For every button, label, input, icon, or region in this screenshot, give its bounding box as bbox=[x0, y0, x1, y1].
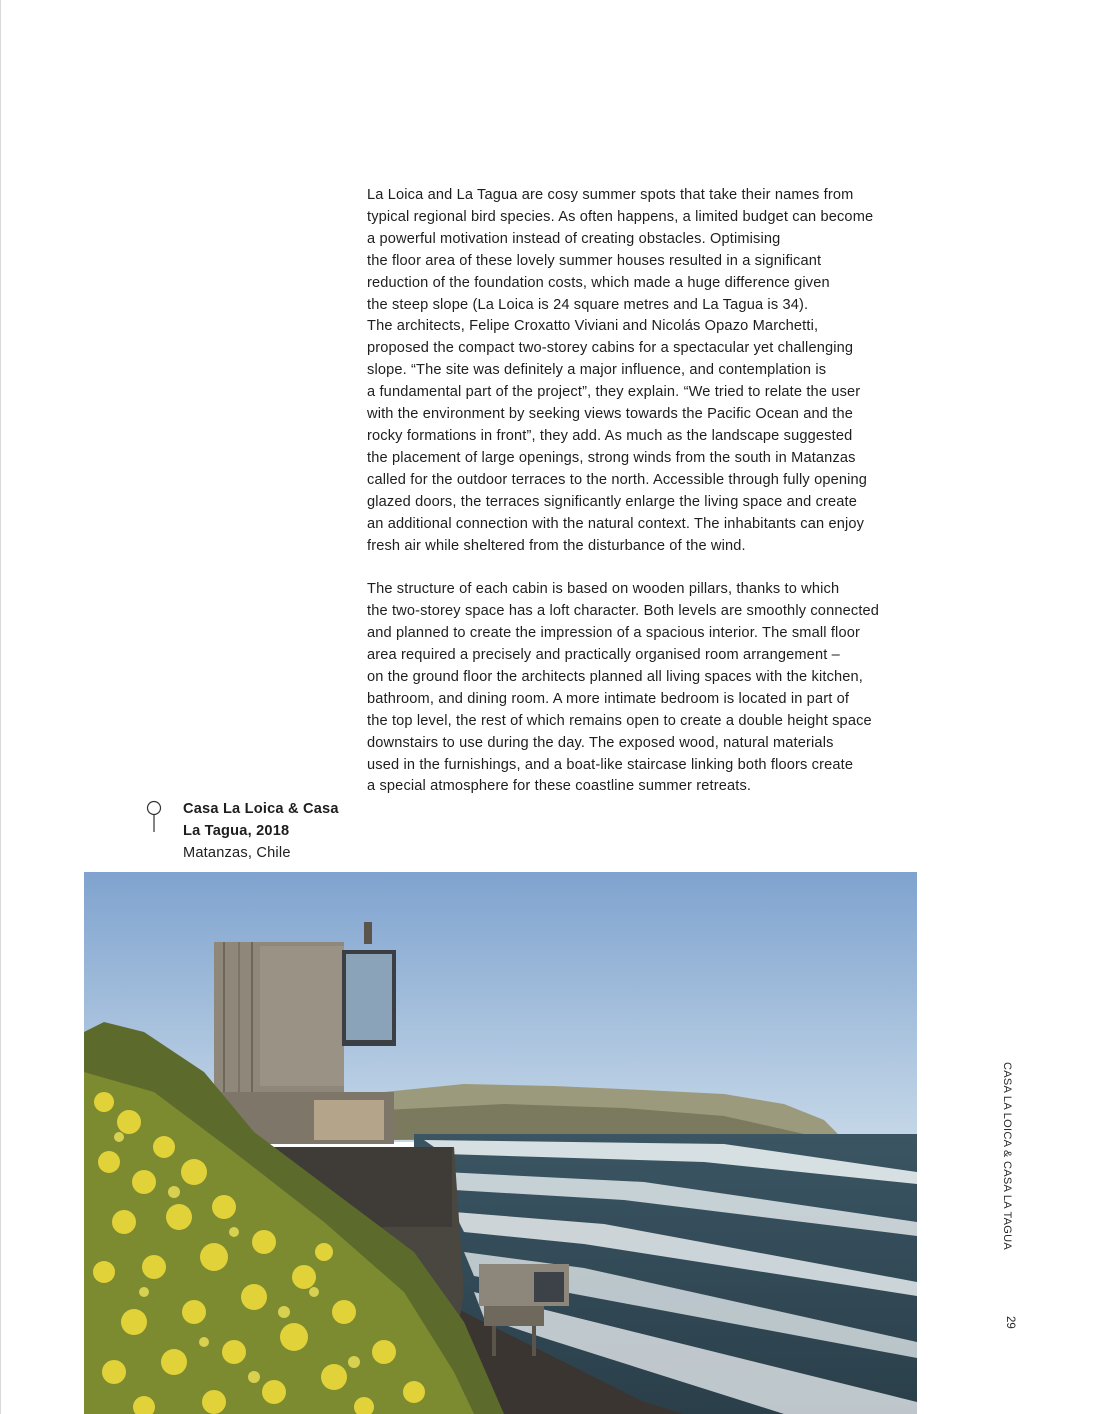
article-body bbox=[367, 185, 927, 798]
map-pin-icon bbox=[144, 800, 164, 834]
body-paragraph: The structure of each cabin is based on wooden pillars, thanks to which the two-storey space has a loft character. Both levels are smoothly connected and planned to create the impression of a spacious interior. The small floor area required a precisely and practically organised room arrangement – on the ground floor the architects planned all living spaces with the kitchen, bathroom, and dining room. A more intimate bedroom is located in part of the top level, the rest of which remains open to create a double height space downstairs to use during the day. The exposed wood, natural materials used in the furnishings, and a boat-like staircase linking both floors create a special atmosphere for these coastline summer retreats. bbox=[367, 581, 880, 795]
page-number: 29 bbox=[1004, 1316, 1016, 1329]
running-head: CASA LA LOICA & CASA LA TAGUA bbox=[1001, 1062, 1013, 1251]
project-title: Casa La Loica & Casa La Tagua, 2018 bbox=[183, 801, 339, 839]
body-paragraph: La Loica and La Tagua are cosy summer spots that take their names from typical regional bird species. As often happens, a limited budget can become a powerful motivation instead of creating obstacles. Optimising the floor area of these lovely summer houses resulted in a significant reduction of the foundation costs, which made a huge difference given the steep slope (La Loica is 24 square metres and La Tagua is 34). The architects, Felipe Croxatto Viviani and Nicolás Opazo Marchetti, proposed the compact two-storey cabins for a spectacular yet challenging slope. “The site was definitely a major influence, and contemplation is a fundamental part of the project”, they explain. “We tried to relate the user with the environment by seeking views towards the Pacific Ocean and the rocky formations in front”, they add. As much as the landscape suggested the placement of large openings, strong winds from the south in Matanzas called for the outdoor terraces to the north. Accessible through fully opening glazed doors, the terraces significantly enlarge the living space and create an additional connection with the natural context. The inhabitants can enjoy fresh air while sheltered from the disturbance of the wind. bbox=[367, 187, 874, 554]
cabin-photo bbox=[84, 872, 917, 1414]
page-edge bbox=[0, 0, 1, 1414]
project-location: Matanzas, Chile bbox=[183, 845, 291, 861]
project-caption bbox=[183, 798, 353, 864]
